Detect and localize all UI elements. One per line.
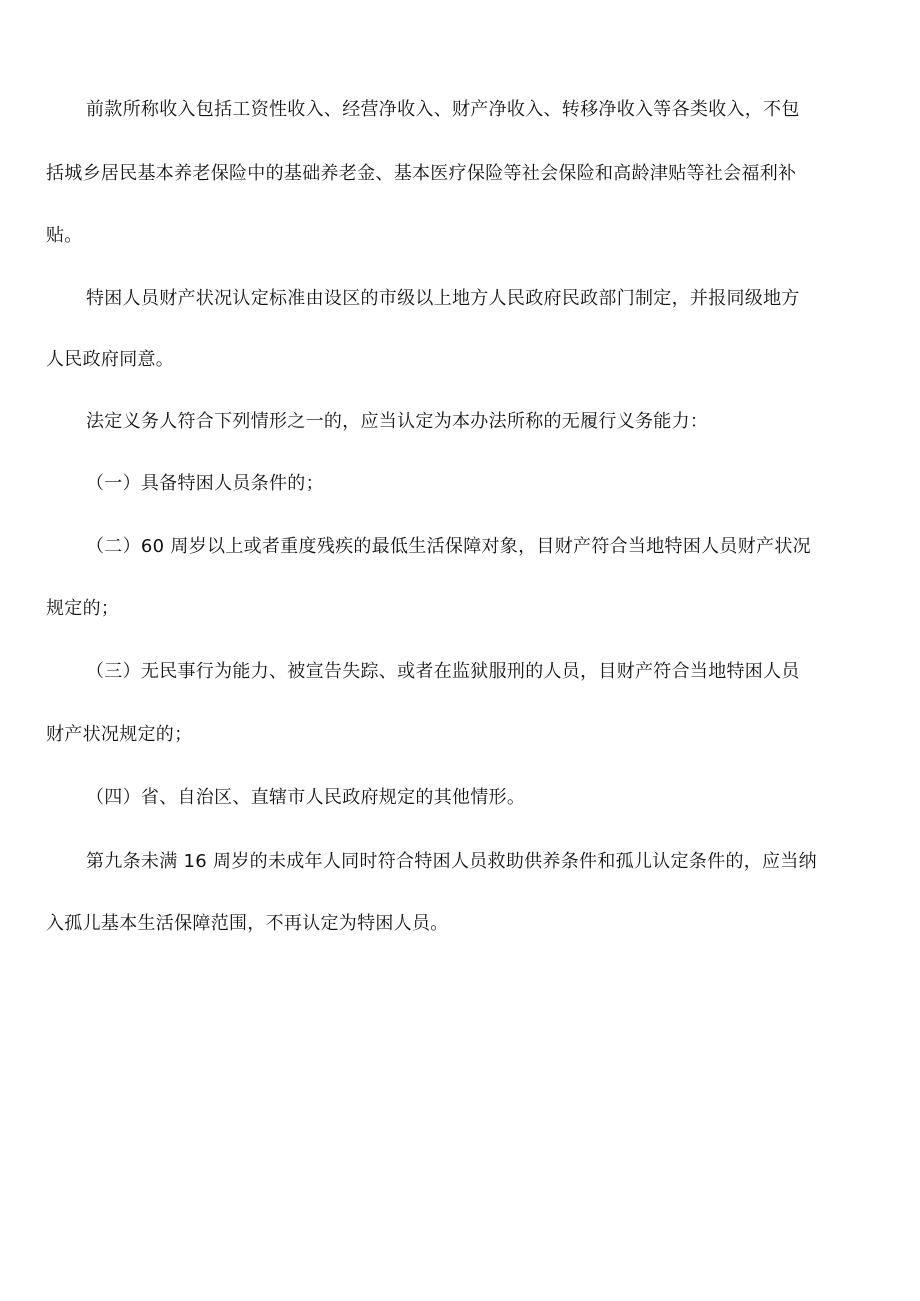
list-item-1: （一）具备特困人员条件的； [86,473,324,494]
list-item-2-line-1: （二）60 周岁以上或者重度残疾的最低生活保障对象，目财产符合当地特困人员财产状况 [86,536,811,557]
paragraph-obligor-conditions: 法定义务人符合下列情形之一的，应当认定为本办法所称的无履行义务能力： [86,411,709,432]
paragraph-property-standard-line-1: 特困人员财产状况认定标准由设区的市级以上地方人民政府民政部门制定，并报同级地方 [86,288,800,309]
article-9-line-2: 入孤儿基本生活保障范围，不再认定为特困人员。 [46,913,449,934]
paragraph-income-line-3: 贴。 [46,225,83,246]
list-item-3-line-2: 财产状况规定的； [46,724,193,745]
paragraph-property-standard-line-2: 人民政府同意。 [46,349,175,370]
list-item-3-line-1: （三）无民事行为能力、被宣告失踪、或者在监狱服刑的人员，目财产符合当地特困人员 [86,661,800,682]
list-item-4: （四）省、自治区、直辖市人民政府规定的其他情形。 [86,787,526,808]
article-9-line-1: 第九条未满 16 周岁的未成年人同时符合特困人员救助供养条件和孤儿认定条件的，应当纳 [86,851,817,872]
paragraph-income-line-1: 前款所称收入包括工资性收入、经营净收入、财产净收入、转移净收入等各类收入，不包 [86,99,800,120]
paragraph-income-line-2: 括城乡居民基本养老保险中的基础养老金、基本医疗保险等社会保险和高龄津贴等社会福利补 [46,163,797,184]
list-item-2-line-2: 规定的； [46,598,120,619]
